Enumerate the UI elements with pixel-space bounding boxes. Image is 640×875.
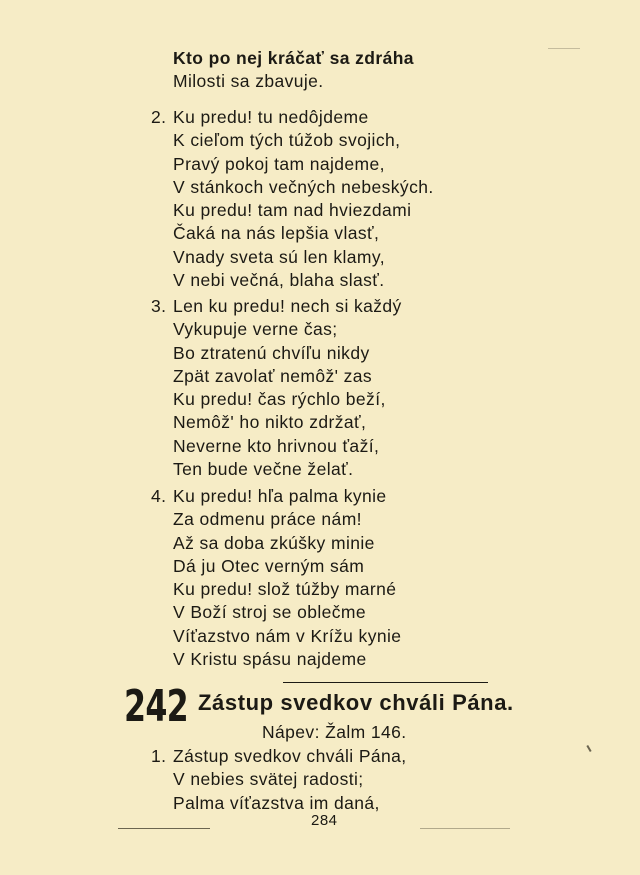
verse-number: 1. — [151, 746, 167, 766]
page-number: 284 — [311, 812, 338, 829]
hymn-title: Zástup svedkov chváli Pána. — [198, 690, 514, 715]
print-speck — [586, 745, 591, 752]
bottom-rule — [118, 828, 210, 829]
verse-number: 4. — [151, 486, 167, 506]
title-rule — [283, 682, 488, 683]
verse-number: 3. — [151, 296, 167, 316]
print-speck — [548, 48, 580, 49]
bottom-rule — [420, 828, 510, 829]
hymnal-page: Kto po nej kráčať sa zdráha Milosti sa zbavuje. 2. Ku predu! tu nedôjdeme K cieľom tých túžob svojich, Pravý pokoj tam najdeme, V stánkoch večných nebeských. Ku predu! tam nad hviezdami Čaká na nás lepšia vlasť, Vnady sveta sú len klamy, V nebi večná, blaha slasť. 3. Len ku predu! nech si každý Vykupuje verne čas; Bo ztratenú chvíľu nikdy Zpät zavolať nemôž' zas Ku predu! čas rýchlo beží, Nemôž' ho nikto zdržať, Neverne kto hrivnou ťaží, Ten bude večne želať. 4. Ku predu! hľa palma kynie Za odmenu práce nám! Až sa doba zkúšky minie Dá ju Otec verným sám Ku predu! slož túžby marné V Boží stroj se oblečme Víťazstvo nám v Krížu kynie V Kristu spásu najdeme 242 Zástup svedkov chváli Pána. Nápev: Žalm 146. 1. Zástup svedkov chváli Pána, V nebies svätej radosti; Palma víťazstva im daná, 284 — [0, 0, 640, 875]
tune-label: Nápev: Žalm 146. — [262, 722, 407, 742]
hymn-number: 242 — [124, 681, 188, 732]
verse-number: 2. — [151, 107, 167, 127]
